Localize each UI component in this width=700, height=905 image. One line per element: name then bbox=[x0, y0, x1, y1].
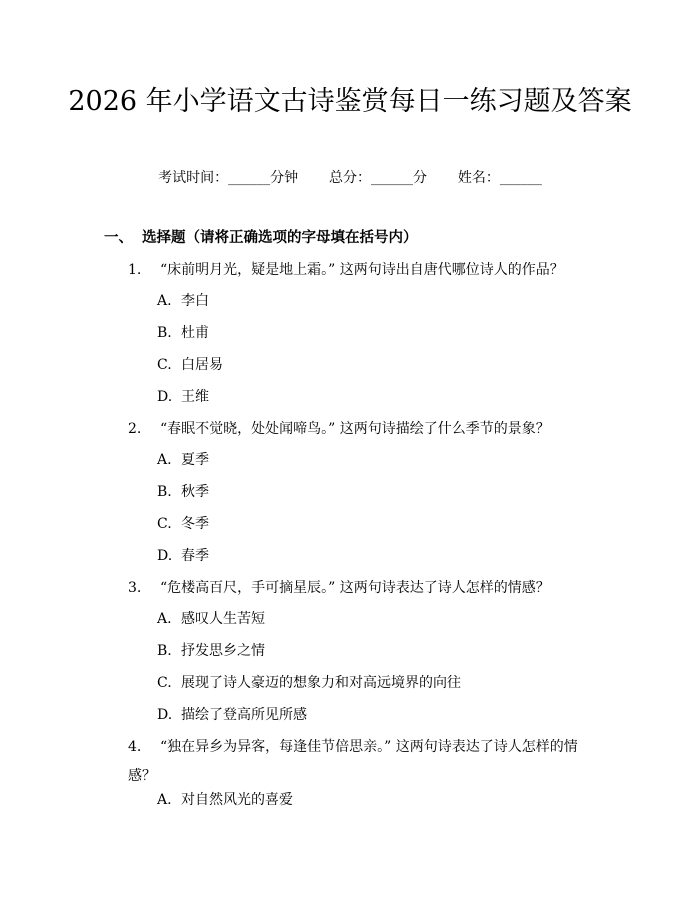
option-1a bbox=[157, 291, 209, 311]
question-number: 3. bbox=[128, 580, 142, 596]
option-3a bbox=[157, 609, 265, 629]
exam-time-label: 考试时间： bbox=[158, 170, 229, 186]
option-label: D. bbox=[157, 707, 173, 723]
option-text: 秋季 bbox=[181, 484, 209, 500]
option-label: C. bbox=[157, 357, 172, 373]
option-label: A. bbox=[157, 293, 172, 309]
question-text: “危楼高百尺，手可摘星辰。” 这两句诗表达了诗人怎样的情感？ bbox=[160, 580, 550, 596]
option-text: 夏季 bbox=[181, 452, 209, 468]
option-2a bbox=[157, 450, 209, 470]
section-number: 一、 bbox=[104, 229, 133, 246]
option-2c bbox=[157, 514, 209, 534]
option-text: 春季 bbox=[181, 548, 209, 564]
option-text: 展现了诗人豪迈的想象力和对高远境界的向往 bbox=[181, 675, 461, 691]
total-score-blank: ______ bbox=[371, 170, 413, 186]
option-2d bbox=[157, 546, 209, 566]
option-1c bbox=[157, 355, 223, 375]
name-blank: ______ bbox=[499, 170, 542, 186]
question-text: “床前明月光，疑是地上霜。” 这两句诗出自唐代哪位诗人的作品？ bbox=[160, 262, 564, 278]
option-text: 描绘了登高所见所感 bbox=[181, 707, 307, 723]
total-score-unit: 分 bbox=[413, 170, 427, 186]
option-text: 感叹人生苦短 bbox=[181, 611, 265, 627]
exam-time-blank: ______ bbox=[228, 170, 271, 186]
option-4a bbox=[157, 790, 293, 810]
option-label: C. bbox=[157, 516, 172, 532]
option-3c bbox=[157, 673, 461, 693]
option-label: B. bbox=[157, 484, 172, 500]
option-1b bbox=[157, 323, 209, 343]
question-4 bbox=[128, 733, 598, 791]
option-label: A. bbox=[157, 452, 172, 468]
question-3 bbox=[128, 574, 598, 603]
option-1d bbox=[157, 387, 209, 407]
question-2 bbox=[128, 415, 598, 444]
option-label: D. bbox=[157, 548, 173, 564]
option-2b bbox=[157, 482, 209, 502]
option-label: B. bbox=[157, 643, 172, 659]
question-1 bbox=[128, 256, 598, 285]
option-text: 对自然风光的喜爱 bbox=[181, 792, 293, 808]
question-text: “独在异乡为异客，每逢佳节倍思亲。” 这两句诗表达了诗人怎样的情感？ bbox=[128, 739, 578, 784]
section-title: 选择题（请将正确选项的字母填在括号内） bbox=[142, 229, 418, 246]
question-number: 4. bbox=[128, 739, 142, 755]
option-label: A. bbox=[157, 611, 172, 627]
section-heading bbox=[104, 227, 418, 249]
question-number: 2. bbox=[128, 421, 142, 437]
option-3d bbox=[157, 705, 307, 725]
option-text: 抒发思乡之情 bbox=[181, 643, 265, 659]
option-text: 王维 bbox=[181, 389, 209, 405]
option-3b bbox=[157, 641, 265, 661]
option-text: 冬季 bbox=[181, 516, 209, 532]
option-text: 杜甫 bbox=[181, 325, 209, 341]
exam-info bbox=[0, 168, 700, 188]
option-label: C. bbox=[157, 675, 172, 691]
question-number: 1. bbox=[128, 262, 142, 278]
option-text: 白居易 bbox=[181, 357, 223, 373]
exam-time-unit: 分钟 bbox=[270, 170, 299, 186]
option-label: D. bbox=[157, 389, 173, 405]
option-label: B. bbox=[157, 325, 172, 341]
option-text: 李白 bbox=[181, 293, 209, 309]
total-score-label: 总分： bbox=[329, 170, 371, 186]
option-label: A. bbox=[157, 792, 172, 808]
name-label: 姓名： bbox=[457, 170, 500, 186]
question-text: “春眠不觉晓，处处闻啼鸟。” 这两句诗描绘了什么季节的景象？ bbox=[160, 421, 550, 437]
page-title: 2026 年小学语文古诗鉴赏每日一练习题及答案 bbox=[68, 86, 632, 117]
